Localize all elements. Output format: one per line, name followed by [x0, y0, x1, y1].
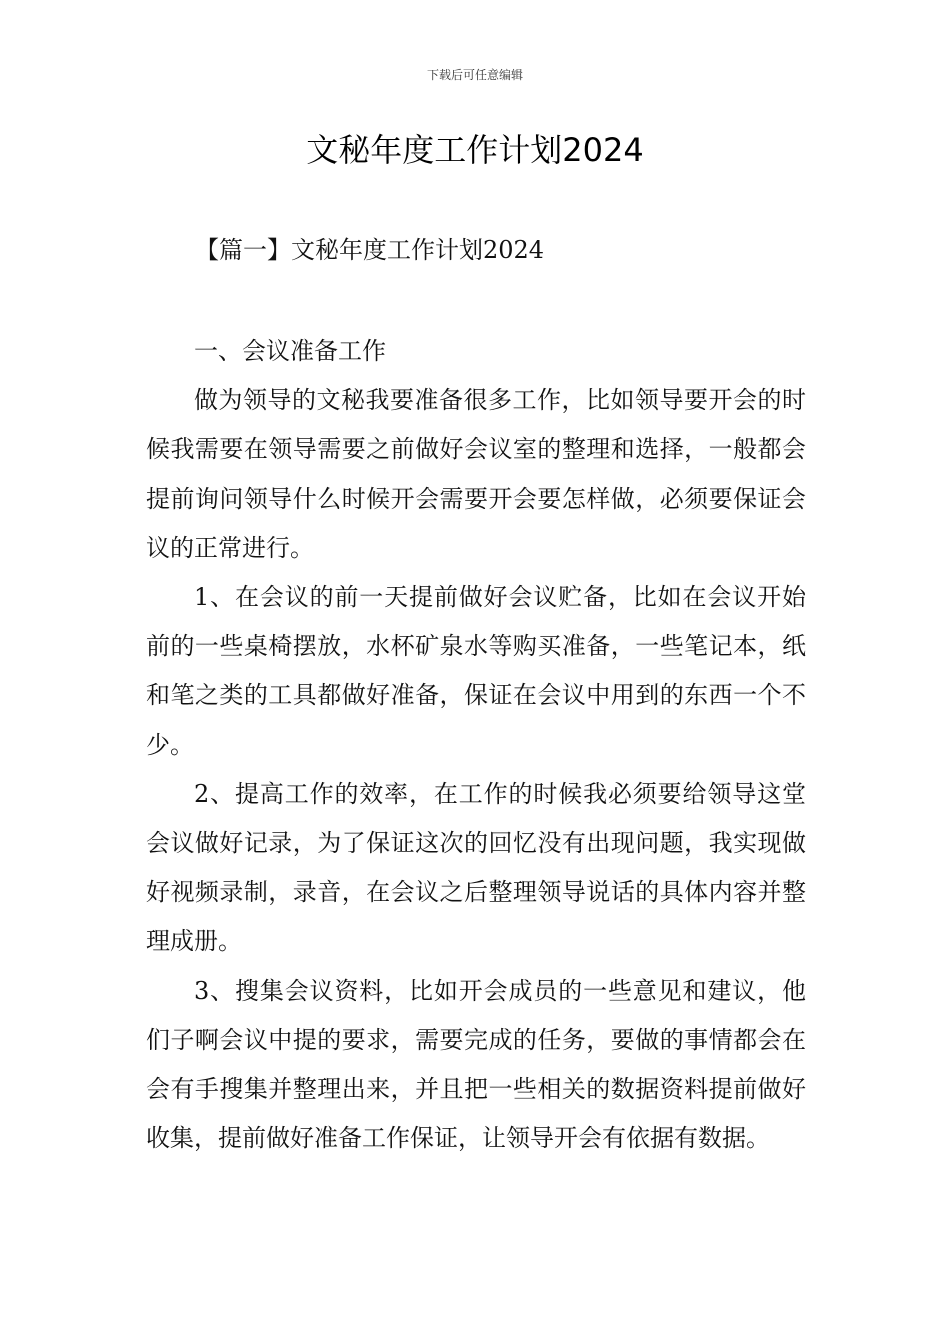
paragraph: 3、搜集会议资料，比如开会成员的一些意见和建议，他们子啊会议中提的要求，需要完成的任务，要做的事情都会在会有手搜集并整理出来，并且把一些相关的数据资料提前做好收集，提前做好准备工作保证，让领导开会有依据有数据。	[146, 976, 806, 1153]
subsection-heading: 一、会议准备工作	[194, 337, 386, 365]
paragraph: 2、提高工作的效率，在工作的时候我必须要给领导这堂会议做好记录，为了保证这次的回忆没有出现问题，我实现做好视频录制，录音，在会议之后整理领导说话的具体内容并整理成册。	[146, 779, 806, 956]
header-note: 下载后可任意编辑	[426, 68, 523, 82]
document-title: 文秘年度工作计划2024	[306, 131, 644, 169]
section-heading: 【篇一】文秘年度工作计划2024	[195, 236, 545, 264]
document-body	[146, 327, 806, 1163]
paragraph: 1、在会议的前一天提前做好会议贮备，比如在会议开始前的一些桌椅摆放，水杯矿泉水等购买准备，一些笔记本，纸和笔之类的工具都做好准备，保证在会议中用到的东西一个不少。	[146, 583, 806, 759]
paragraph: 做为领导的文秘我要准备很多工作，比如领导要开会的时候我需要在领导需要之前做好会议室的整理和选择，一般都会提前询问领导什么时候开会需要开会要怎样做，必须要保证会议的正常进行。	[146, 386, 806, 562]
